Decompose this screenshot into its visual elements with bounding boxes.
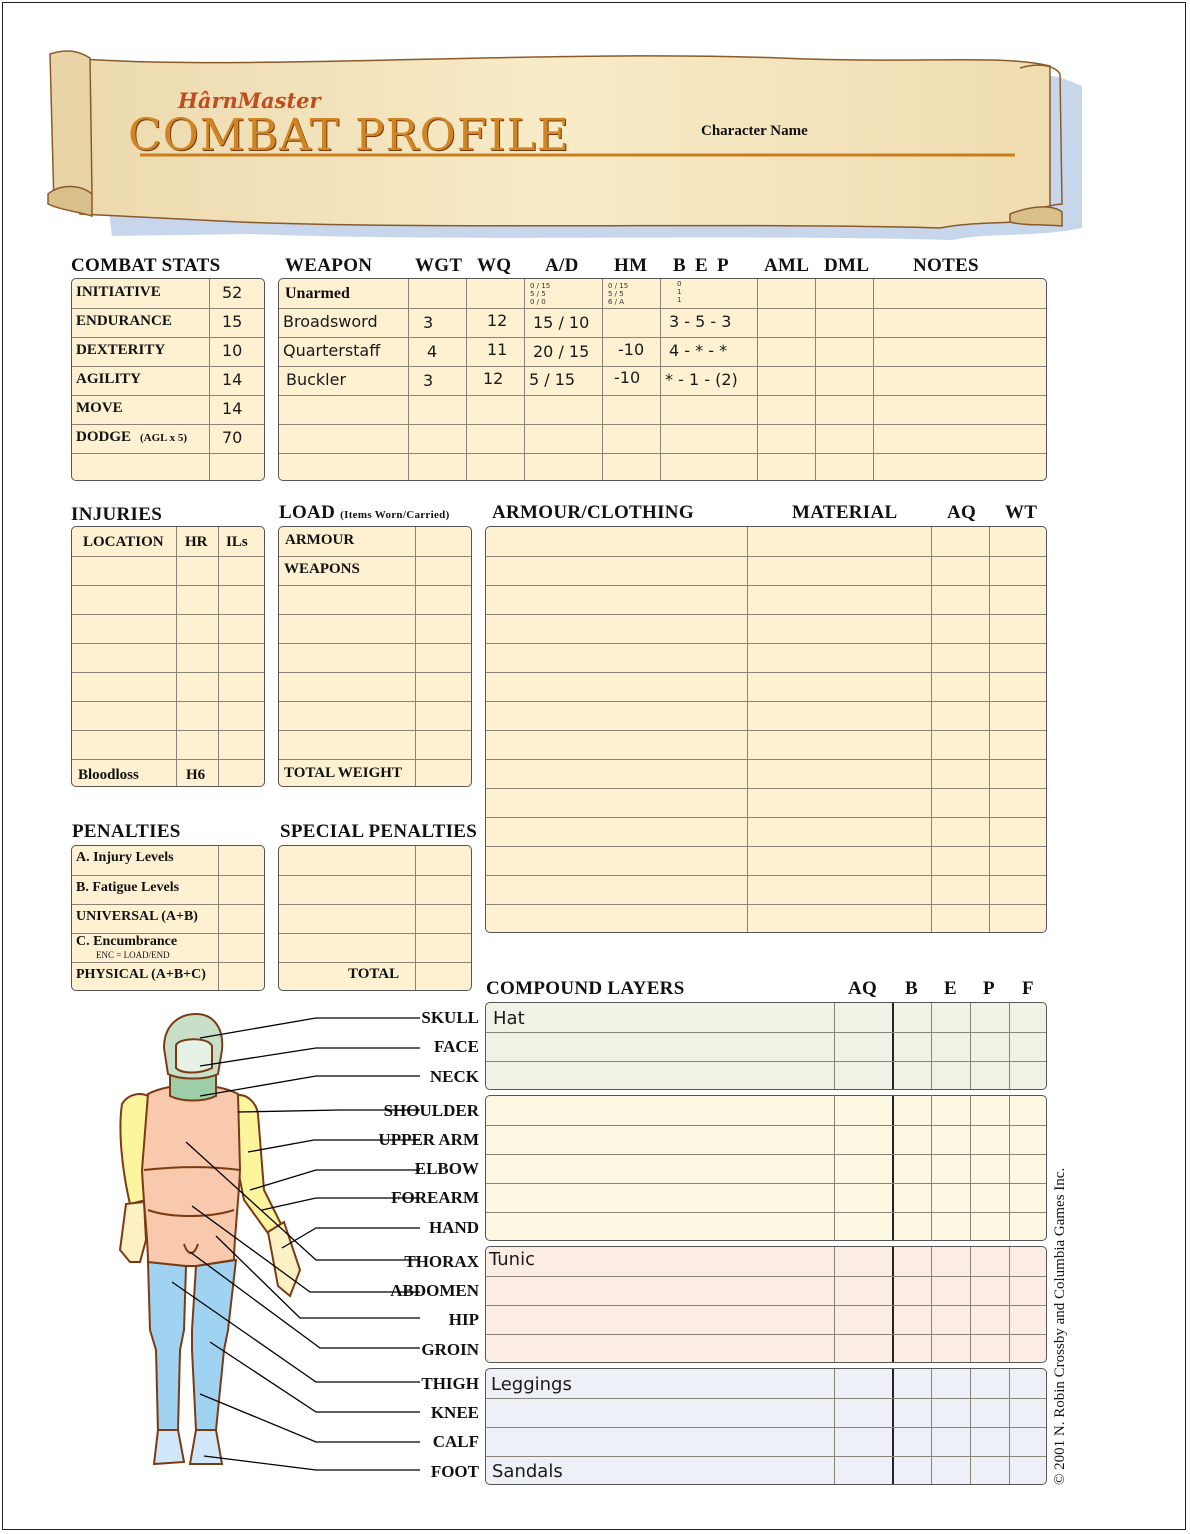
- material-col-header: MATERIAL: [792, 502, 898, 523]
- stat-value-dexterity[interactable]: 10: [222, 341, 243, 360]
- compound-entry-tunic[interactable]: Tunic: [489, 1249, 535, 1270]
- injury-location-header: LOCATION: [83, 534, 164, 550]
- penalty-encumbrance-label: C. Encumbrance: [76, 934, 178, 949]
- injury-ils-header: ILs: [226, 534, 248, 550]
- load-heading: [279, 502, 450, 524]
- injuries-heading: INJURIES: [71, 504, 163, 525]
- location-knee: KNEE: [430, 1403, 479, 1422]
- stat-label-agility: AGILITY: [76, 371, 142, 387]
- weapon-col-header: WEAPON: [285, 255, 373, 276]
- weapon-ad[interactable]: 20 / 15: [533, 342, 590, 361]
- armour-col-header: ARMOUR/CLOTHING: [492, 502, 694, 523]
- copyright-notice: © 2001 N. Robin Crossby and Columbia Games Inc.: [1052, 1167, 1068, 1485]
- penalty-physical-label: PHYSICAL (A+B+C): [76, 967, 206, 982]
- stat-value-agility[interactable]: 14: [222, 370, 243, 389]
- compound-f-header: F: [1022, 978, 1034, 999]
- brand-logo: HârnMaster: [178, 88, 321, 113]
- character-name-field[interactable]: [830, 121, 1010, 141]
- unarmed-hm-values: 0 / 15 5 / 5 6 / A: [608, 282, 629, 306]
- location-hand: HAND: [428, 1218, 479, 1237]
- location-calf: CALF: [432, 1432, 479, 1451]
- weapon-wgt[interactable]: 3: [423, 313, 434, 332]
- stat-value-move[interactable]: 14: [222, 399, 243, 418]
- compound-entry-sandals[interactable]: Sandals: [492, 1461, 563, 1482]
- location-forearm: FOREARM: [391, 1188, 479, 1207]
- aq-col-header: AQ: [947, 502, 977, 523]
- encumbrance-note: ENC = LOAD/END: [96, 950, 170, 960]
- compound-layers-heading: COMPOUND LAYERS: [486, 978, 685, 999]
- location-hip: HIP: [448, 1310, 479, 1329]
- stat-label-dodge: DODGE: [76, 429, 132, 445]
- ad-col-header: A/D: [545, 255, 579, 276]
- body-diagram: [100, 1010, 480, 1480]
- location-abdomen: ABDOMEN: [390, 1281, 479, 1300]
- stat-value-endurance[interactable]: 15: [222, 312, 243, 331]
- weapon-bep[interactable]: 3 - 5 - 3: [669, 312, 732, 331]
- penalty-universal-label: UNIVERSAL (A+B): [76, 909, 198, 924]
- location-neck: NECK: [429, 1067, 479, 1086]
- unarmed-ad-values: 0 / 15 5 / 5 0 / 0: [530, 282, 551, 306]
- wgt-col-header: WGT: [415, 255, 463, 276]
- location-foot: FOOT: [430, 1462, 479, 1481]
- bloodloss-label: Bloodloss: [78, 767, 139, 783]
- load-title: LOAD: [279, 502, 336, 523]
- stat-value-dodge[interactable]: 70: [222, 428, 243, 447]
- weapon-hm[interactable]: -10: [618, 340, 645, 359]
- weapon-ad[interactable]: 5 / 15: [529, 370, 576, 389]
- aml-col-header: AML: [764, 255, 810, 276]
- compound-head-group: [485, 1002, 1047, 1090]
- location-shoulder: SHOULDER: [383, 1101, 479, 1120]
- weapon-name[interactable]: Buckler: [286, 370, 347, 389]
- penalty-injury-label: A. Injury Levels: [76, 850, 174, 865]
- weapon-ad[interactable]: 15 / 10: [533, 313, 590, 332]
- compound-p-header: P: [983, 978, 995, 999]
- hm-col-header: HM: [614, 255, 648, 276]
- load-weapons-label: WEAPONS: [284, 561, 360, 577]
- compound-e-header: E: [944, 978, 957, 999]
- armour-table: [485, 526, 1047, 933]
- stat-value-initiative[interactable]: 52: [222, 283, 243, 302]
- weapon-hm[interactable]: -10: [614, 368, 641, 387]
- location-skull: SKULL: [421, 1008, 479, 1027]
- load-total-label: TOTAL WEIGHT: [284, 765, 402, 781]
- weapon-bep[interactable]: 4 - * - *: [669, 341, 728, 360]
- character-name-label: Character Name: [701, 123, 808, 139]
- bep-col-header: B E P: [673, 255, 729, 276]
- notes-col-header: NOTES: [913, 255, 979, 276]
- bloodloss-hr: H6: [186, 767, 206, 783]
- dml-col-header: DML: [824, 255, 870, 276]
- wt-col-header: WT: [1005, 502, 1038, 523]
- weapon-unarmed-label: Unarmed: [285, 285, 350, 302]
- compound-b-header: B: [905, 978, 918, 999]
- weapon-name[interactable]: Quarterstaff: [283, 341, 381, 360]
- compound-entry-leggings[interactable]: Leggings: [491, 1374, 572, 1395]
- compound-aq-header: AQ: [848, 978, 878, 999]
- location-thigh: THIGH: [421, 1374, 479, 1393]
- compound-arms-group: [485, 1095, 1047, 1241]
- weapon-bep[interactable]: * - 1 - (2): [665, 370, 738, 389]
- stat-label-endurance: ENDURANCE: [76, 313, 172, 329]
- compound-entry-hat[interactable]: Hat: [493, 1008, 525, 1029]
- stat-label-move: MOVE: [76, 400, 123, 416]
- load-armour-label: ARMOUR: [285, 532, 355, 548]
- location-groin: GROIN: [421, 1340, 479, 1359]
- location-face: FACE: [433, 1037, 479, 1056]
- page-title: COMBAT PROFILE: [128, 110, 570, 161]
- weapon-wgt[interactable]: 3: [423, 371, 434, 390]
- special-penalties-heading: SPECIAL PENALTIES: [280, 821, 478, 842]
- penalty-fatigue-label: B. Fatigue Levels: [76, 880, 180, 895]
- location-elbow: ELBOW: [414, 1159, 479, 1178]
- special-penalties-total-label: TOTAL: [348, 966, 400, 982]
- stat-label-dexterity: DEXTERITY: [76, 342, 166, 358]
- location-thorax: THORAX: [404, 1252, 479, 1271]
- weapon-name[interactable]: Broadsword: [283, 312, 378, 331]
- weapons-table: [278, 278, 1047, 481]
- weapon-wq[interactable]: 12: [487, 311, 508, 330]
- injuries-table: [71, 526, 265, 787]
- weapon-wq[interactable]: 12: [483, 369, 504, 388]
- unarmed-bep-values: 0 1 1: [677, 280, 682, 304]
- injury-hr-header: HR: [185, 534, 208, 550]
- wq-col-header: WQ: [477, 255, 512, 276]
- weapon-wgt[interactable]: 4: [427, 342, 438, 361]
- stat-label-initiative: INITIATIVE: [76, 284, 161, 300]
- combat-stats-heading: COMBAT STATS: [71, 255, 221, 276]
- location-upper-arm: UPPER ARM: [378, 1130, 479, 1149]
- compound-torso-group: [485, 1246, 1047, 1363]
- weapon-wq[interactable]: 11: [487, 340, 508, 359]
- stat-note-dodge: (AGL x 5): [140, 432, 188, 444]
- penalties-heading: PENALTIES: [72, 821, 181, 842]
- load-subtitle: (Items Worn/Carried): [340, 509, 450, 521]
